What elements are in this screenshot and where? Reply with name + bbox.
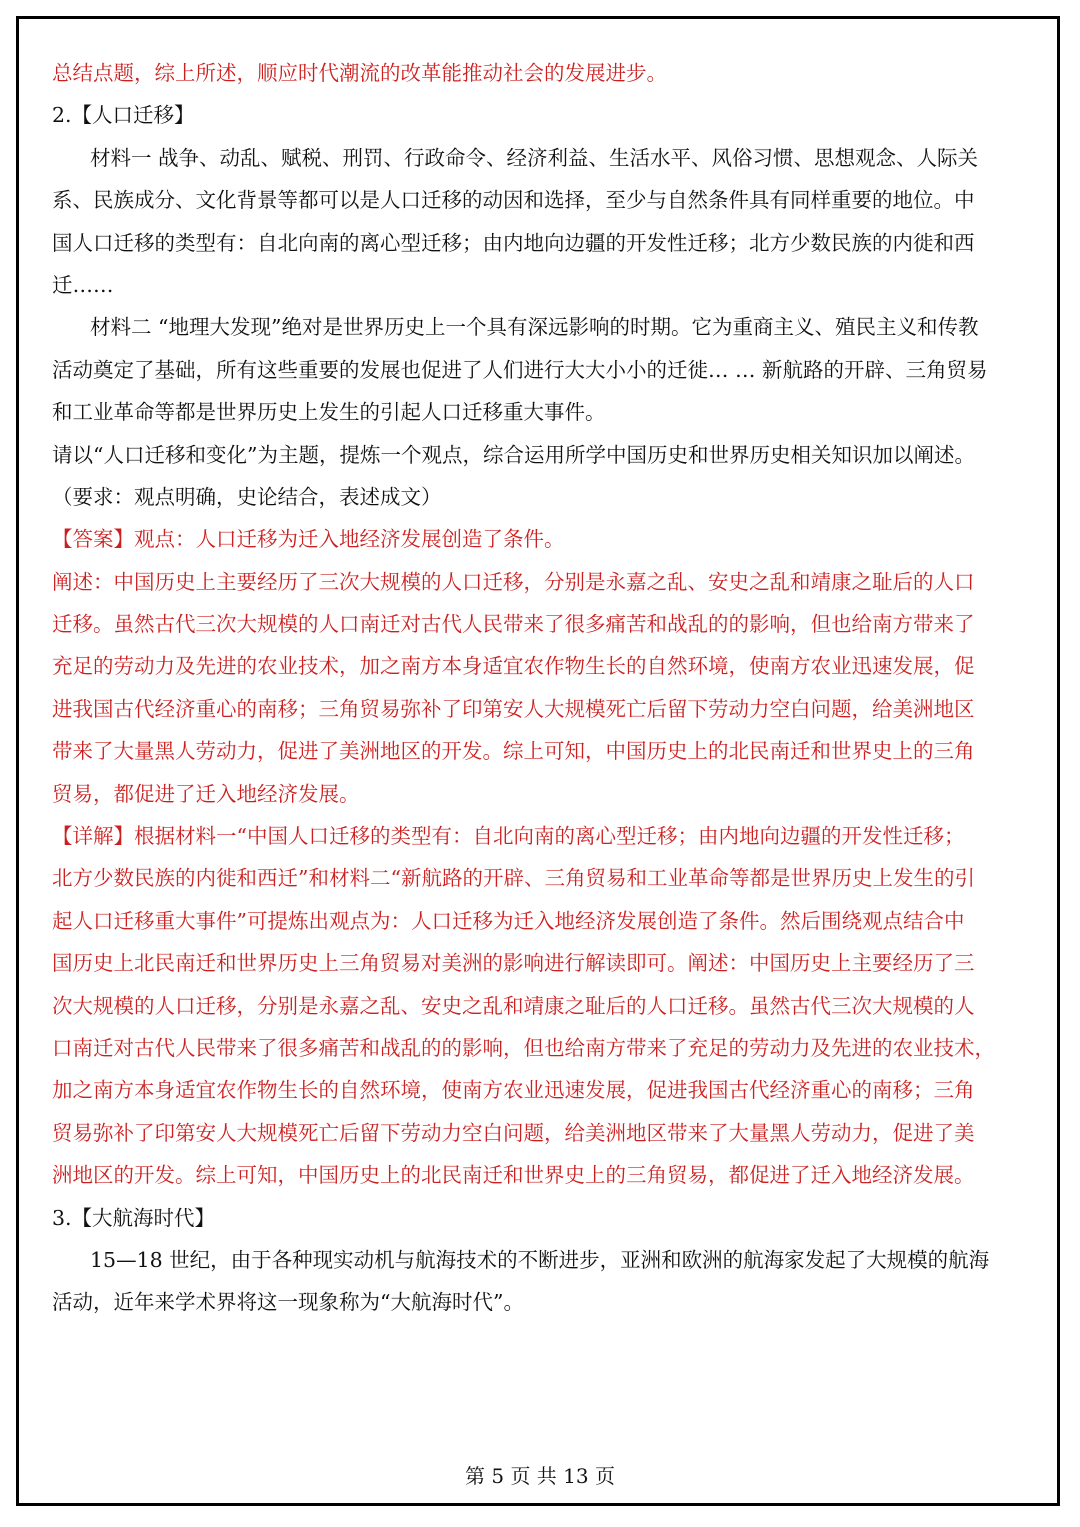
elaboration-line: 阐述：中国历史上主要经历了三次大规模的人口迁移，分别是永嘉之乱、安史之乱和靖康之耻后的人口 xyxy=(52,569,975,594)
material-one-line: 系、民族成分、文化背景等都可以是人口迁移的动因和选择，至少与自然条件具有同样重要的地位。中 xyxy=(52,188,975,213)
section-3-text-line: 15—18 世纪，由于各种现实动机与航海技术的不断进步，亚洲和欧洲的航海家发起了大规模的航海 xyxy=(90,1247,990,1272)
material-one-line: 迁…… xyxy=(52,272,114,297)
elaboration-line: 进我国古代经济重心的南移；三角贸易弥补了印第安人大规模死亡后留下劳动力空白问题，给美洲地区 xyxy=(52,696,975,721)
material-two-line: 活动奠定了基础，所有这些重要的发展也促进了人们进行大大小小的迁徙… … 新航路的开辟、三角贸易 xyxy=(52,357,988,382)
explanation-line: 起人口迁移重大事件”可提炼出观点为：人口迁移为迁入地经济发展创造了条件。然后围绕观点结合中 xyxy=(52,908,965,933)
question-line: 请以“人口迁移和变化”为主题，提炼一个观点，综合运用所学中国历史和世界历史相关知识加以阐述。 xyxy=(52,442,975,467)
explanation-line: 【详解】根据材料一“中国人口迁移的类型有：自北向南的离心型迁移；由内地向边疆的开发性迁移； xyxy=(52,824,965,849)
material-two-line: 材料二 “地理大发现”绝对是世界历史上一个具有深远影响的时期。它为重商主义、殖民主义和传教 xyxy=(90,315,979,340)
explanation-line: 次大规模的人口迁移，分别是永嘉之乱、安史之乱和靖康之耻后的人口迁移。虽然古代三次大规模的人 xyxy=(52,993,975,1018)
material-one-line: 材料一 战争、动乱、赋税、刑罚、行政命令、经济利益、生活水平、风俗习惯、思想观念、人际关 xyxy=(90,145,979,170)
requirement-line: （要求：观点明确，史论结合，表述成文） xyxy=(52,484,442,509)
answer-line: 【答案】观点：人口迁移为迁入地经济发展创造了条件。 xyxy=(52,527,565,552)
elaboration-line: 充足的劳动力及先进的农业技术，加之南方本身适宜农作物生长的自然环境，使南方农业迅速发展，促 xyxy=(52,654,975,679)
explanation-line: 洲地区的开发。综上可知，中国历史上的北民南迁和世界史上的三角贸易，都促进了迁入地经济发展。 xyxy=(52,1163,975,1188)
summary-line: 总结点题，综上所述，顺应时代潮流的改革能推动社会的发展进步。 xyxy=(52,61,667,85)
explanation-line: 加之南方本身适宜农作物生长的自然环境，使南方农业迅速发展，促进我国古代经济重心的南移；三角 xyxy=(52,1078,975,1103)
section-heading-3: 3.【大航海时代】 xyxy=(52,1205,216,1230)
elaboration-line: 带来了大量黑人劳动力，促进了美洲地区的开发。综上可知，中国历史上的北民南迁和世界史上的三角 xyxy=(52,739,975,764)
elaboration-line: 迁移。虽然古代三次大规模的人口南迁对古代人民带来了很多痛苦和战乱的的影响，但也给南方带来了 xyxy=(52,612,975,637)
explanation-line: 口南迁对古代人民带来了很多痛苦和战乱的的影响，但也给南方带来了充足的劳动力及先进的农业技术， xyxy=(52,1035,995,1060)
page-number: 第 5 页 共 13 页 xyxy=(465,1464,615,1488)
elaboration-line: 贸易，都促进了迁入地经济发展。 xyxy=(52,781,360,806)
explanation-line: 国历史上北民南迁和世界历史上三角贸易对美洲的影响进行解读即可。阐述：中国历史上主要经历了三 xyxy=(52,951,975,976)
section-3-text-line: 活动，近年来学术界将这一现象称为“大航海时代”。 xyxy=(52,1290,524,1315)
material-two-line: 和工业革命等都是世界历史上发生的引起人口迁移重大事件。 xyxy=(52,400,606,425)
material-one-line: 国人口迁移的类型有：自北向南的离心型迁移；由内地向边疆的开发性迁移；北方少数民族的内徙和西 xyxy=(52,230,975,255)
explanation-line: 贸易弥补了印第安人大规模死亡后留下劳动力空白问题，给美洲地区带来了大量黑人劳动力，促进了美 xyxy=(52,1120,975,1145)
explanation-line: 北方少数民族的内徙和西迁”和材料二“新航路的开辟、三角贸易和工业革命等都是世界历史上发生的引 xyxy=(52,866,975,891)
section-heading-2: 2.【人口迁移】 xyxy=(52,103,195,128)
document-body xyxy=(52,52,1034,1324)
